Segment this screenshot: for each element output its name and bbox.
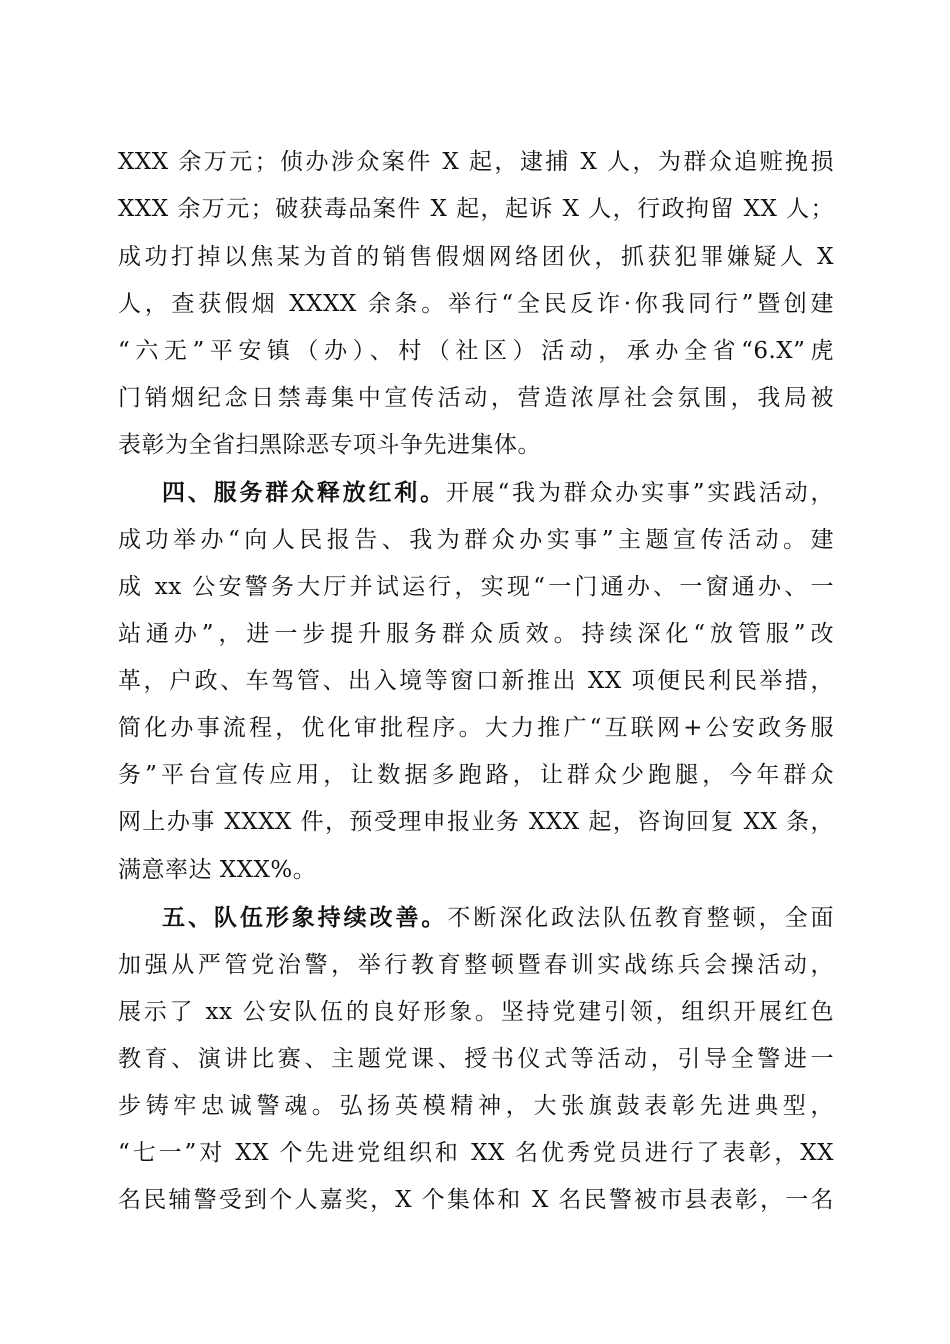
body-text-line: “七一”对 XX 个先进党组织和 XX 名优秀党员进行了表彰，XX <box>118 1140 834 1166</box>
body-text-line: 成功打掉以焦某为首的销售假烟网络团伙，抓获犯罪嫌疑人 X <box>118 244 834 270</box>
body-text-line: XXX 余万元；破获毒品案件 X 起，起诉 X 人，行政拘留 XX 人； <box>118 196 834 222</box>
body-text-line: 务”平台宣传应用，让数据多跑路，让群众少跑腿，今年群众 <box>118 762 834 788</box>
body-text-line: 成功举办“向人民报告、我为群众办实事”主题宣传活动。建 <box>118 527 834 553</box>
body-text-line: 表彰为全省扫黑除恶专项斗争先进集体。 <box>118 432 541 458</box>
body-text-line: 满意率达 XXX%。 <box>118 857 317 883</box>
body-text-line: 名民辅警受到个人嘉奖，X 个集体和 X 名民警被市县表彰，一名 <box>118 1187 834 1213</box>
section-4-first-line-text: 开展“我为群众办实事”实践活动， <box>445 480 834 506</box>
body-text-line: 门销烟纪念日禁毒集中宣传活动，营造浓厚社会氛围，我局被 <box>118 385 834 411</box>
body-text-line: “六无”平安镇（办）、村（社区）活动，承办全省“6.X”虎 <box>118 338 834 364</box>
body-text-line: XXX 余万元；侦办涉众案件 X 起，逮捕 X 人，为群众追赃挽损 <box>118 149 834 175</box>
body-text-line: 站通办”，进一步提升服务群众质效。持续深化“放管服”改 <box>118 621 834 647</box>
section-4-first-line <box>162 471 834 515</box>
body-text-line: 简化办事流程，优化审批程序。大力推广“互联网+公安政务服 <box>118 715 834 741</box>
body-text-line: 步铸牢忠诚警魂。弘扬英模精神，大张旗鼓表彰先进典型， <box>118 1093 834 1119</box>
body-text-line: 革，户政、车驾管、出入境等窗口新推出 XX 项便民利民举措， <box>118 668 834 694</box>
body-text-line: 展示了 xx 公安队伍的良好形象。坚持党建引领，组织开展红色 <box>118 999 834 1025</box>
body-text-line: 教育、演讲比赛、主题党课、授书仪式等活动，引导全警进一 <box>118 1046 834 1072</box>
section-5-heading: 五、队伍形象持续改善。 <box>162 905 448 931</box>
section-4-heading: 四、服务群众释放红利。 <box>162 480 446 506</box>
body-text-line: 成 xx 公安警务大厅并试运行，实现“一门通办、一窗通办、一 <box>118 574 834 600</box>
body-text-line: 加强从严管党治警，举行教育整顿暨春训实战练兵会操活动， <box>118 952 834 978</box>
body-text-line: 人，查获假烟 XXXX 余条。举行“全民反诈·你我同行”暨创建 <box>118 291 834 317</box>
section-5-first-line-text: 不断深化政法队伍教育整顿，全面 <box>447 905 835 931</box>
section-5-first-line <box>162 896 834 940</box>
body-text-line: 网上办事 XXXX 件，预受理申报业务 XXX 起，咨询回复 XX 条， <box>118 809 834 835</box>
